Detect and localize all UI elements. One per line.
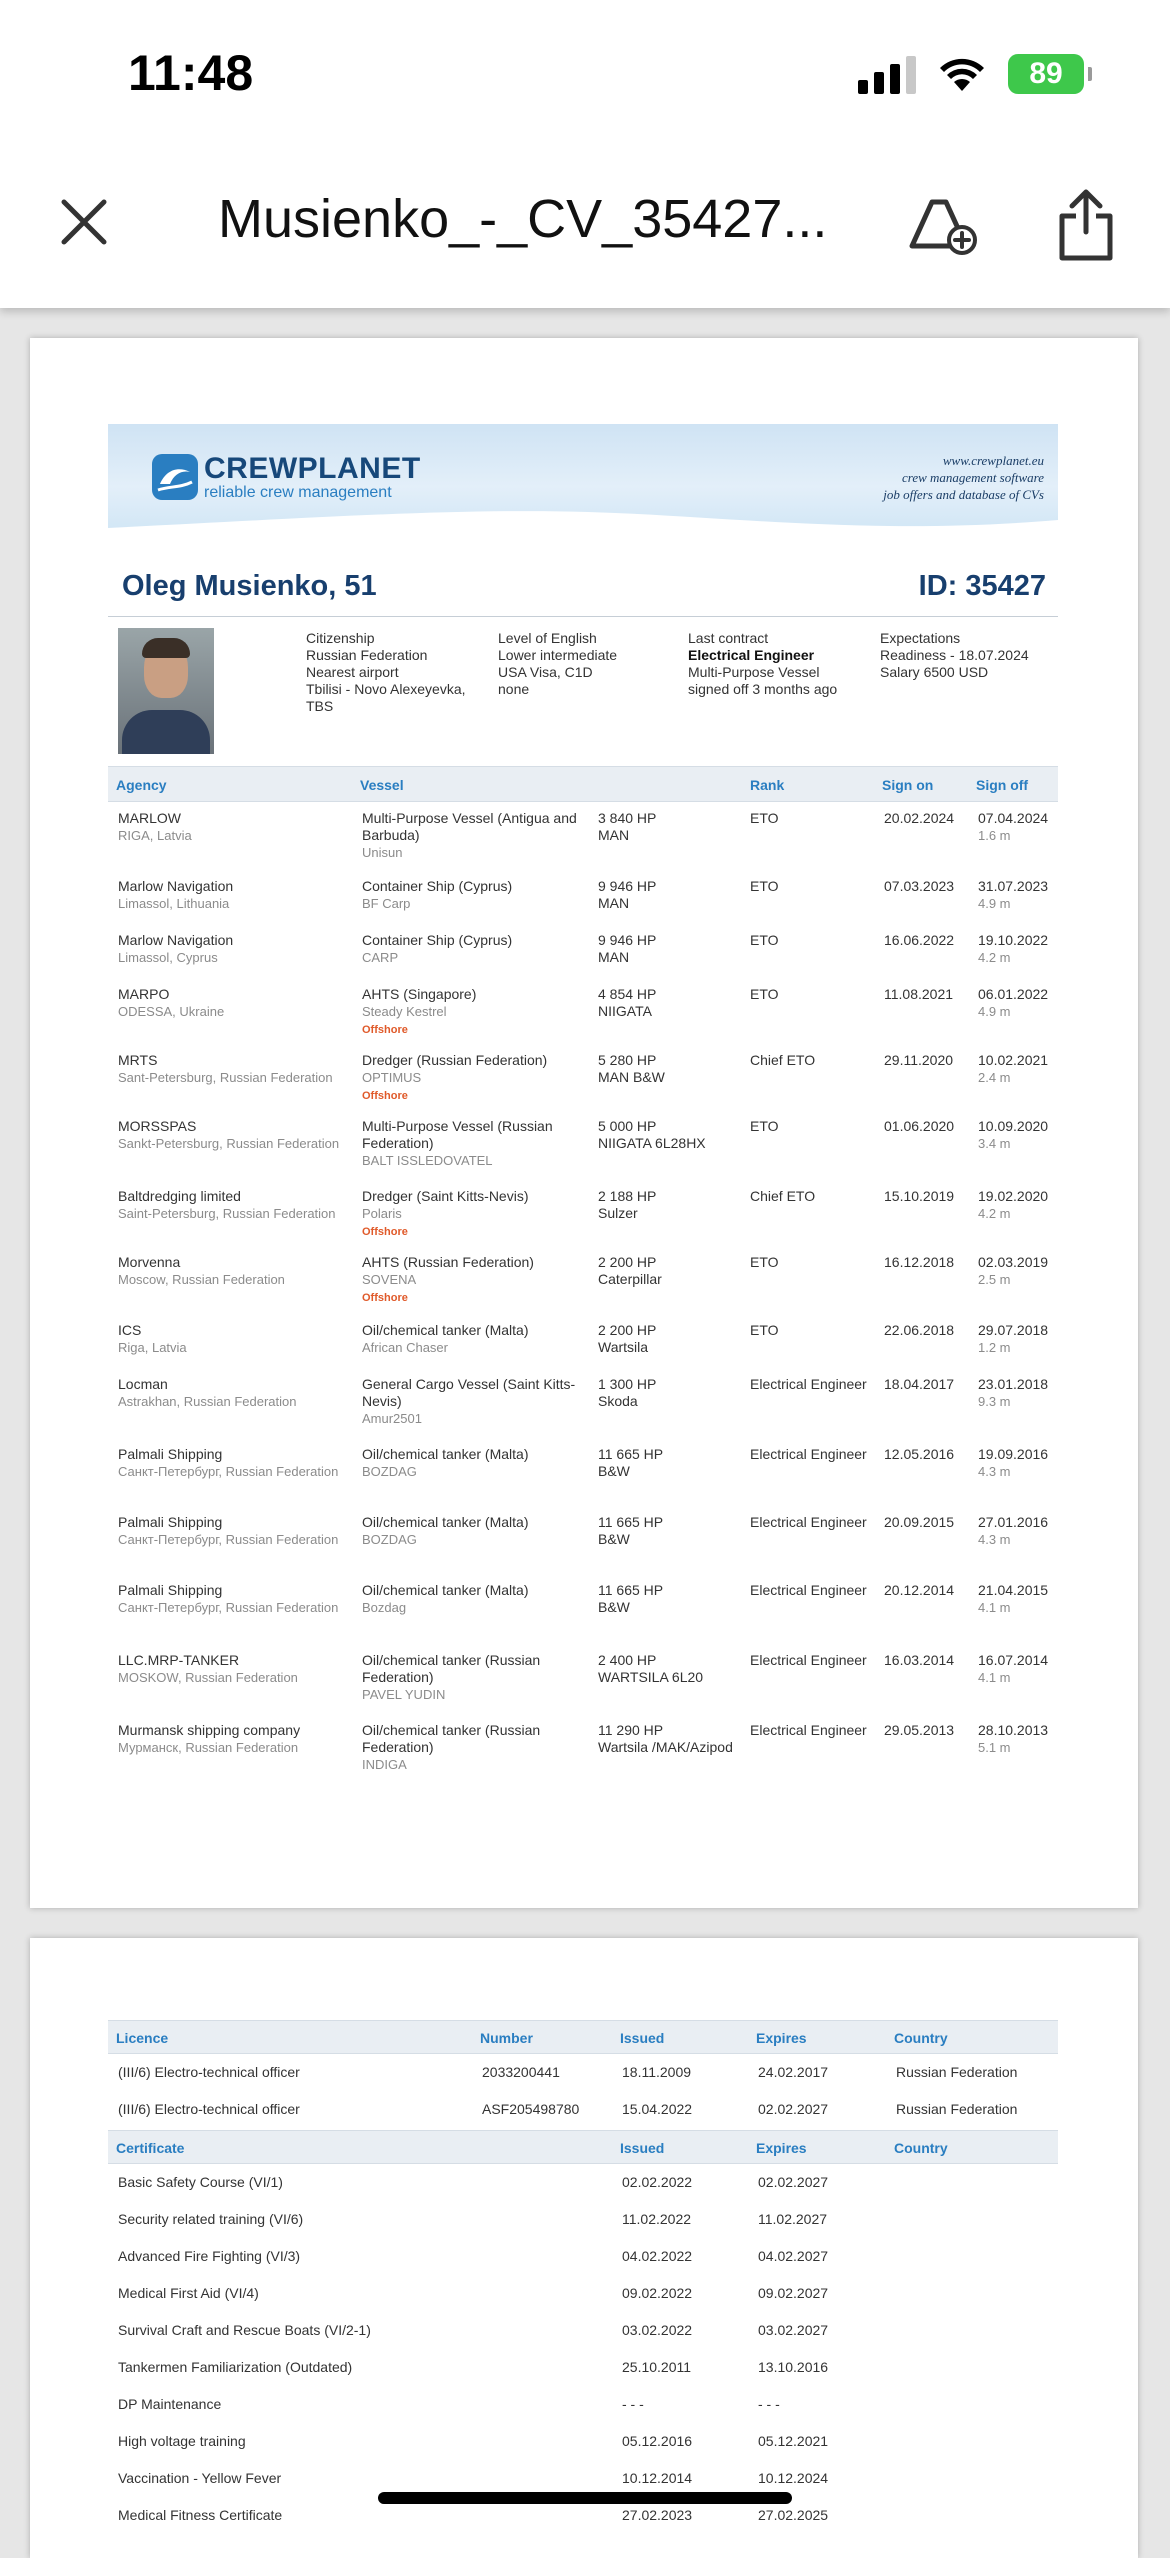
- rank: Chief ETO: [750, 1052, 816, 1068]
- sign-off-date: 19.10.2022: [978, 932, 1049, 948]
- country: Russian Federation: [896, 2064, 1018, 2080]
- duration: 4.2 m: [978, 950, 1011, 965]
- agency-name: Palmali Shipping: [118, 1514, 223, 1530]
- duration: 3.4 m: [978, 1136, 1011, 1151]
- vessel-type: Multi-Purpose Vessel (Russian Federation): [362, 1118, 553, 1151]
- vessel-name: BOZDAG: [362, 1464, 417, 1479]
- col-expires: Expires: [756, 2030, 807, 2046]
- certificate-name: Security related training (VI/6): [118, 2211, 304, 2227]
- sign-off-date: 23.01.2018: [978, 1376, 1049, 1392]
- viewer-header: [0, 0, 1170, 308]
- info-english: [498, 630, 617, 698]
- sign-off-date: 06.01.2022: [978, 986, 1049, 1002]
- engine-power: 11 665 HP: [598, 1446, 664, 1462]
- vessel-type: Oil/chemical tanker (Malta): [362, 1322, 529, 1338]
- sign-off-date: 19.02.2020: [978, 1188, 1049, 1204]
- info-label: Last contract: [688, 630, 769, 646]
- crewplanet-banner: [108, 424, 1058, 538]
- issued-date: 05.12.2016: [622, 2433, 693, 2449]
- info-label: USA Visa, C1D: [498, 664, 593, 680]
- table-row: [108, 2351, 1058, 2387]
- info-citizenship: [306, 630, 466, 715]
- issued-date: - - -: [622, 2396, 644, 2412]
- sign-on-date: 29.11.2020: [884, 1052, 954, 1068]
- pdf-page-1: [30, 338, 1138, 1908]
- engine-make: B&W: [598, 1531, 630, 1547]
- certificate-name: High voltage training: [118, 2433, 246, 2449]
- offshore-badge: Offshore: [362, 1292, 408, 1304]
- wifi-icon: [938, 55, 986, 93]
- offshore-badge: Offshore: [362, 1090, 408, 1102]
- engine-make: MAN B&W: [598, 1069, 665, 1085]
- rank: Electrical Engineer: [750, 1446, 867, 1462]
- vessel-name: Polaris: [362, 1206, 402, 1221]
- certificate-name: Vaccination - Yellow Fever: [118, 2470, 282, 2486]
- agency-name: Morvenna: [118, 1254, 181, 1270]
- issued-date: 27.02.2023: [622, 2507, 693, 2523]
- rank: ETO: [750, 986, 779, 1002]
- col-issued: Issued: [620, 2030, 665, 2046]
- agency-location: Saint-Petersburg, Russian Federation: [118, 1206, 336, 1221]
- divider: [108, 616, 1058, 617]
- rank: ETO: [750, 1322, 779, 1338]
- agency-location: Мурманск, Russian Federation: [118, 1740, 299, 1755]
- rank: ETO: [750, 878, 779, 894]
- info-value: Tbilisi - Novo Alexeyevka,: [306, 681, 466, 697]
- engine-power: 9 946 HP: [598, 878, 657, 894]
- vessel-type: Container Ship (Cyprus): [362, 932, 513, 948]
- issued-date: 25.10.2011: [622, 2359, 692, 2375]
- table-row: [108, 2093, 1058, 2129]
- battery-level: 89: [1029, 57, 1063, 90]
- duration: 4.1 m: [978, 1670, 1011, 1685]
- vessel-type: Container Ship (Cyprus): [362, 878, 513, 894]
- banner-line: crew management software: [901, 470, 1044, 485]
- candidate-name: Oleg Musienko, 51: [122, 570, 377, 602]
- issued-date: 11.02.2022: [622, 2211, 692, 2227]
- info-value: Salary 6500 USD: [880, 664, 989, 680]
- agency-location: ODESSA, Ukraine: [118, 1004, 225, 1019]
- sign-on-date: 11.08.2021: [884, 986, 954, 1002]
- sign-off-date: 10.09.2020: [978, 1118, 1049, 1134]
- engine-power: 11 665 HP: [598, 1582, 664, 1598]
- crewplanet-logo-icon: [152, 454, 198, 500]
- close-icon[interactable]: [56, 194, 112, 250]
- info-value: Electrical Engineer: [688, 647, 815, 663]
- col-licence: Licence: [116, 2030, 169, 2046]
- sign-on-date: 20.02.2024: [884, 810, 955, 826]
- col-number: Number: [480, 2030, 533, 2046]
- markup-icon[interactable]: [906, 190, 978, 256]
- expiry-date: - - -: [758, 2396, 780, 2412]
- info-value: Lower intermediate: [498, 647, 618, 663]
- agency-location: Astrakhan, Russian Federation: [118, 1394, 297, 1409]
- sign-on-date: 16.06.2022: [884, 932, 955, 948]
- table-row: [108, 2056, 1058, 2092]
- duration: 2.5 m: [978, 1272, 1011, 1287]
- licence-name: (III/6) Electro-technical officer: [118, 2064, 300, 2080]
- certificate-name: Tankermen Familiarization (Outdated): [118, 2359, 353, 2375]
- sign-on-date: 12.05.2016: [884, 1446, 955, 1462]
- col-certificate: Certificate: [116, 2140, 185, 2156]
- expiry-date: 05.12.2021: [758, 2433, 829, 2449]
- engine-make: Sulzer: [598, 1205, 638, 1221]
- col-rank: Rank: [750, 777, 785, 793]
- col-issued: Issued: [620, 2140, 665, 2156]
- engine-power: 3 840 HP: [598, 810, 657, 826]
- expiry-date: 09.02.2027: [758, 2285, 829, 2301]
- engine-power: 4 854 HP: [598, 986, 657, 1002]
- certificate-name: Medical First Aid (VI/4): [118, 2285, 259, 2301]
- sign-on-date: 16.03.2014: [884, 1652, 955, 1668]
- duration: 4.3 m: [978, 1532, 1011, 1547]
- agency-location: Limassol, Lithuania: [118, 896, 230, 911]
- agency-location: Sant-Petersburg, Russian Federation: [118, 1070, 333, 1085]
- issued-date: 02.02.2022: [622, 2174, 693, 2190]
- agency-name: Marlow Navigation: [118, 932, 234, 948]
- vessel-name: BOZDAG: [362, 1532, 417, 1547]
- licence-header: [108, 2020, 1058, 2054]
- engine-power: 1 300 HP: [598, 1376, 657, 1392]
- engine-make: Skoda: [598, 1393, 638, 1409]
- licence-number: 2033200441: [482, 2064, 560, 2080]
- expiry-date: 11.02.2027: [758, 2211, 828, 2227]
- engine-power: 9 946 HP: [598, 932, 657, 948]
- vessel-type: Oil/chemical tanker (Russian Federation): [362, 1722, 541, 1755]
- engine-make: NIIGATA: [598, 1003, 652, 1019]
- sign-off-date: 16.07.2014: [978, 1652, 1049, 1668]
- banner-url[interactable]: www.crewplanet.eu: [942, 453, 1044, 468]
- offshore-badge: Offshore: [362, 1226, 408, 1238]
- col-agency: Agency: [116, 777, 167, 793]
- sea-service-header: [108, 766, 1058, 802]
- share-icon[interactable]: [1056, 188, 1116, 262]
- rank: ETO: [750, 810, 779, 826]
- info-last-contract: [688, 630, 837, 698]
- agency-location: RIGA, Latvia: [118, 828, 192, 843]
- rank: Chief ETO: [750, 1188, 816, 1204]
- issued-date: 04.02.2022: [622, 2248, 693, 2264]
- col-sign-off: Sign off: [976, 777, 1029, 793]
- vessel-type: Oil/chemical tanker (Russian Federation): [362, 1652, 541, 1685]
- duration: 4.2 m: [978, 1206, 1011, 1221]
- vessel-type: Oil/chemical tanker (Malta): [362, 1582, 529, 1598]
- agency-name: Marlow Navigation: [118, 878, 234, 894]
- brand-tagline: reliable crew management: [204, 484, 392, 501]
- expiry-date: 02.02.2027: [758, 2174, 829, 2190]
- brand-name: CREWPLANET: [204, 452, 421, 485]
- rank: ETO: [750, 932, 779, 948]
- candidate-photo: [118, 628, 214, 754]
- rank: Electrical Engineer: [750, 1514, 867, 1530]
- sign-off-date: 27.01.2016: [978, 1514, 1049, 1530]
- duration: 1.6 m: [978, 828, 1011, 843]
- duration: 9.3 m: [978, 1394, 1011, 1409]
- engine-make: MAN: [598, 827, 630, 843]
- agency-location: Riga, Latvia: [118, 1340, 187, 1355]
- table-row: [108, 2166, 1058, 2202]
- agency-name: MARLOW: [118, 810, 181, 826]
- rank: Electrical Engineer: [750, 1652, 867, 1668]
- table-row: [108, 2277, 1058, 2313]
- engine-power: 5 280 HP: [598, 1052, 657, 1068]
- col-expires: Expires: [756, 2140, 807, 2156]
- certificate-name: Survival Craft and Rescue Boats (VI/2-1): [118, 2322, 371, 2338]
- agency-location: Limassol, Cyprus: [118, 950, 218, 965]
- sign-off-date: 21.04.2015: [978, 1582, 1049, 1598]
- vessel-name: Unisun: [362, 845, 403, 860]
- issued-date: 10.12.2014: [622, 2470, 693, 2486]
- duration: 5.1 m: [978, 1740, 1011, 1755]
- agency-name: MORSSPAS: [118, 1118, 197, 1134]
- sign-on-date: 15.10.2019: [884, 1188, 955, 1204]
- rank: ETO: [750, 1254, 779, 1270]
- table-row: [108, 2388, 1058, 2424]
- sign-off-date: 29.07.2018: [978, 1322, 1049, 1338]
- agency-name: Locman: [118, 1376, 168, 1392]
- duration: 4.9 m: [978, 1004, 1011, 1019]
- engine-make: Wartsila: [598, 1339, 649, 1355]
- rank: Electrical Engineer: [750, 1376, 867, 1392]
- sign-on-date: 20.12.2014: [884, 1582, 955, 1598]
- col-vessel: Vessel: [360, 777, 404, 793]
- agency-location: MOSKOW, Russian Federation: [118, 1670, 298, 1685]
- certificate-name: Advanced Fire Fighting (VI/3): [118, 2248, 301, 2264]
- sign-on-date: 07.03.2023: [884, 878, 955, 894]
- duration: 4.9 m: [978, 896, 1011, 911]
- info-value: Multi-Purpose Vessel: [688, 664, 820, 680]
- engine-power: 11 665 HP: [598, 1514, 664, 1530]
- candidate-id: ID: 35427: [918, 570, 1046, 602]
- duration: 2.4 m: [978, 1070, 1011, 1085]
- banner-info: [883, 452, 1044, 503]
- banner-line: job offers and database of CVs: [883, 487, 1044, 502]
- rank: ETO: [750, 1118, 779, 1134]
- sign-on-date: 22.06.2018: [884, 1322, 955, 1338]
- sign-off-date: 28.10.2013: [978, 1722, 1049, 1738]
- agency-location: Санкт-Петербург, Russian Federation: [118, 1532, 339, 1547]
- table-row: [108, 2425, 1058, 2461]
- vessel-type: AHTS (Russian Federation): [362, 1254, 534, 1270]
- issued-date: 15.04.2022: [622, 2101, 693, 2117]
- duration: 1.2 m: [978, 1340, 1011, 1355]
- info-label: Citizenship: [306, 630, 375, 646]
- status-time: 11:48: [128, 45, 254, 101]
- rank: Electrical Engineer: [750, 1582, 867, 1598]
- battery-icon: [1008, 54, 1084, 94]
- vessel-type: Dredger (Russian Federation): [362, 1052, 548, 1068]
- col-country: Country: [894, 2030, 948, 2046]
- agency-name: Palmali Shipping: [118, 1446, 223, 1462]
- engine-make: WARTSILA 6L20: [598, 1669, 704, 1685]
- agency-name: Baltdredging limited: [118, 1188, 241, 1204]
- home-indicator[interactable]: [378, 2492, 792, 2504]
- sign-on-date: 18.04.2017: [884, 1376, 955, 1392]
- vessel-name: Bozdag: [362, 1600, 407, 1615]
- certificate-header: [108, 2130, 1058, 2164]
- col-sign-on: Sign on: [882, 777, 934, 793]
- info-label: Level of English: [498, 630, 597, 646]
- agency-name: Palmali Shipping: [118, 1582, 223, 1598]
- col-country: Country: [894, 2140, 948, 2156]
- engine-power: 2 200 HP: [598, 1254, 657, 1270]
- table-row: [108, 2240, 1058, 2276]
- vessel-name: Steady Kestrel: [362, 1004, 447, 1019]
- engine-make: Caterpillar: [598, 1271, 662, 1287]
- info-expectations: [880, 630, 1029, 681]
- table-row: [108, 2203, 1058, 2239]
- certificate-name: DP Maintenance: [118, 2396, 222, 2412]
- sign-on-date: 16.12.2018: [884, 1254, 955, 1270]
- engine-power: 2 188 HP: [598, 1188, 657, 1204]
- expiry-date: 04.02.2027: [758, 2248, 829, 2264]
- vessel-type: Oil/chemical tanker (Malta): [362, 1514, 529, 1530]
- licence-number: ASF205498780: [482, 2101, 580, 2117]
- engine-power: 2 400 HP: [598, 1652, 657, 1668]
- info-value: Russian Federation: [306, 647, 428, 663]
- agency-location: Sankt-Petersburg, Russian Federation: [118, 1136, 340, 1151]
- engine-power: 5 000 HP: [598, 1118, 657, 1134]
- agency-name: ICS: [118, 1322, 142, 1338]
- vessel-name: Amur2501: [362, 1411, 422, 1426]
- table-row: [108, 2499, 1058, 2535]
- banner-wave: [108, 498, 1058, 538]
- issued-date: 03.02.2022: [622, 2322, 693, 2338]
- expiry-date: 10.12.2024: [758, 2470, 829, 2486]
- engine-make: B&W: [598, 1463, 630, 1479]
- vessel-type: Dredger (Saint Kitts-Nevis): [362, 1188, 529, 1204]
- licence-name: (III/6) Electro-technical officer: [118, 2101, 300, 2117]
- expiry-date: 02.02.2027: [758, 2101, 829, 2117]
- duration: 4.3 m: [978, 1464, 1011, 1479]
- engine-power: 2 200 HP: [598, 1322, 657, 1338]
- agency-name: MARPO: [118, 986, 170, 1002]
- expiry-date: 24.02.2017: [758, 2064, 829, 2080]
- vessel-type: Multi-Purpose Vessel (Antigua and Barbuda): [362, 810, 577, 843]
- vessel-type: General Cargo Vessel (Saint Kitts-Nevis): [362, 1376, 576, 1409]
- sign-on-date: 01.06.2020: [884, 1118, 955, 1134]
- agency-location: Санкт-Петербург, Russian Federation: [118, 1464, 339, 1479]
- info-value: signed off 3 months ago: [688, 681, 838, 697]
- cellular-signal-icon: [858, 54, 916, 94]
- sign-on-date: 29.05.2013: [884, 1722, 955, 1738]
- offshore-badge: Offshore: [362, 1024, 408, 1036]
- table-row: [108, 2314, 1058, 2350]
- engine-make: B&W: [598, 1599, 630, 1615]
- vessel-name: PAVEL YUDIN: [362, 1687, 446, 1702]
- country: Russian Federation: [896, 2101, 1018, 2117]
- engine-make: MAN: [598, 895, 630, 911]
- expiry-date: 13.10.2016: [758, 2359, 829, 2375]
- certificate-name: Medical Fitness Certificate: [118, 2507, 283, 2523]
- vessel-name: CARP: [362, 950, 399, 965]
- engine-power: 11 290 HP: [598, 1722, 664, 1738]
- agency-location: Moscow, Russian Federation: [118, 1272, 285, 1287]
- agency-name: Murmansk shipping company: [118, 1722, 301, 1738]
- info-value: Readiness - 18.07.2024: [880, 647, 1029, 663]
- vessel-type: Oil/chemical tanker (Malta): [362, 1446, 529, 1462]
- info-label: Expectations: [880, 630, 961, 646]
- info-label: Nearest airport: [306, 664, 399, 680]
- info-value: TBS: [306, 698, 334, 714]
- sign-off-date: 02.03.2019: [978, 1254, 1049, 1270]
- sign-on-date: 20.09.2015: [884, 1514, 955, 1530]
- vessel-name: INDIGA: [362, 1757, 407, 1772]
- expiry-date: 03.02.2027: [758, 2322, 829, 2338]
- agency-name: MRTS: [118, 1052, 158, 1068]
- vessel-type: AHTS (Singapore): [362, 986, 477, 1002]
- vessel-name: BALT ISSLEDOVATEL: [362, 1153, 493, 1168]
- expiry-date: 27.02.2025: [758, 2507, 829, 2523]
- status-icons: [858, 54, 1084, 94]
- rank: Electrical Engineer: [750, 1722, 867, 1738]
- vessel-name: OPTIMUS: [362, 1070, 422, 1085]
- sign-off-date: 31.07.2023: [978, 878, 1049, 894]
- document-title: Musienko_-_CV_35427...: [218, 189, 828, 249]
- engine-make: Wartsila /MAK/Azipod: [598, 1739, 733, 1755]
- sign-off-date: 07.04.2024: [978, 810, 1049, 826]
- sign-off-date: 19.09.2016: [978, 1446, 1049, 1462]
- pdf-page-2: [30, 1938, 1138, 2558]
- agency-name: LLC.MRP-TANKER: [118, 1652, 240, 1668]
- duration: 4.1 m: [978, 1600, 1011, 1615]
- vessel-name: SOVENA: [362, 1272, 417, 1287]
- certificate-name: Basic Safety Course (VI/1): [118, 2174, 283, 2190]
- agency-location: Санкт-Петербург, Russian Federation: [118, 1600, 339, 1615]
- info-value: none: [498, 681, 530, 697]
- engine-make: MAN: [598, 949, 630, 965]
- issued-date: 18.11.2009: [622, 2064, 692, 2080]
- sign-off-date: 10.02.2021: [978, 1052, 1049, 1068]
- vessel-name: African Chaser: [362, 1340, 448, 1355]
- vessel-name: BF Carp: [362, 896, 411, 911]
- issued-date: 09.02.2022: [622, 2285, 693, 2301]
- engine-make: NIIGATA 6L28HX: [598, 1135, 706, 1151]
